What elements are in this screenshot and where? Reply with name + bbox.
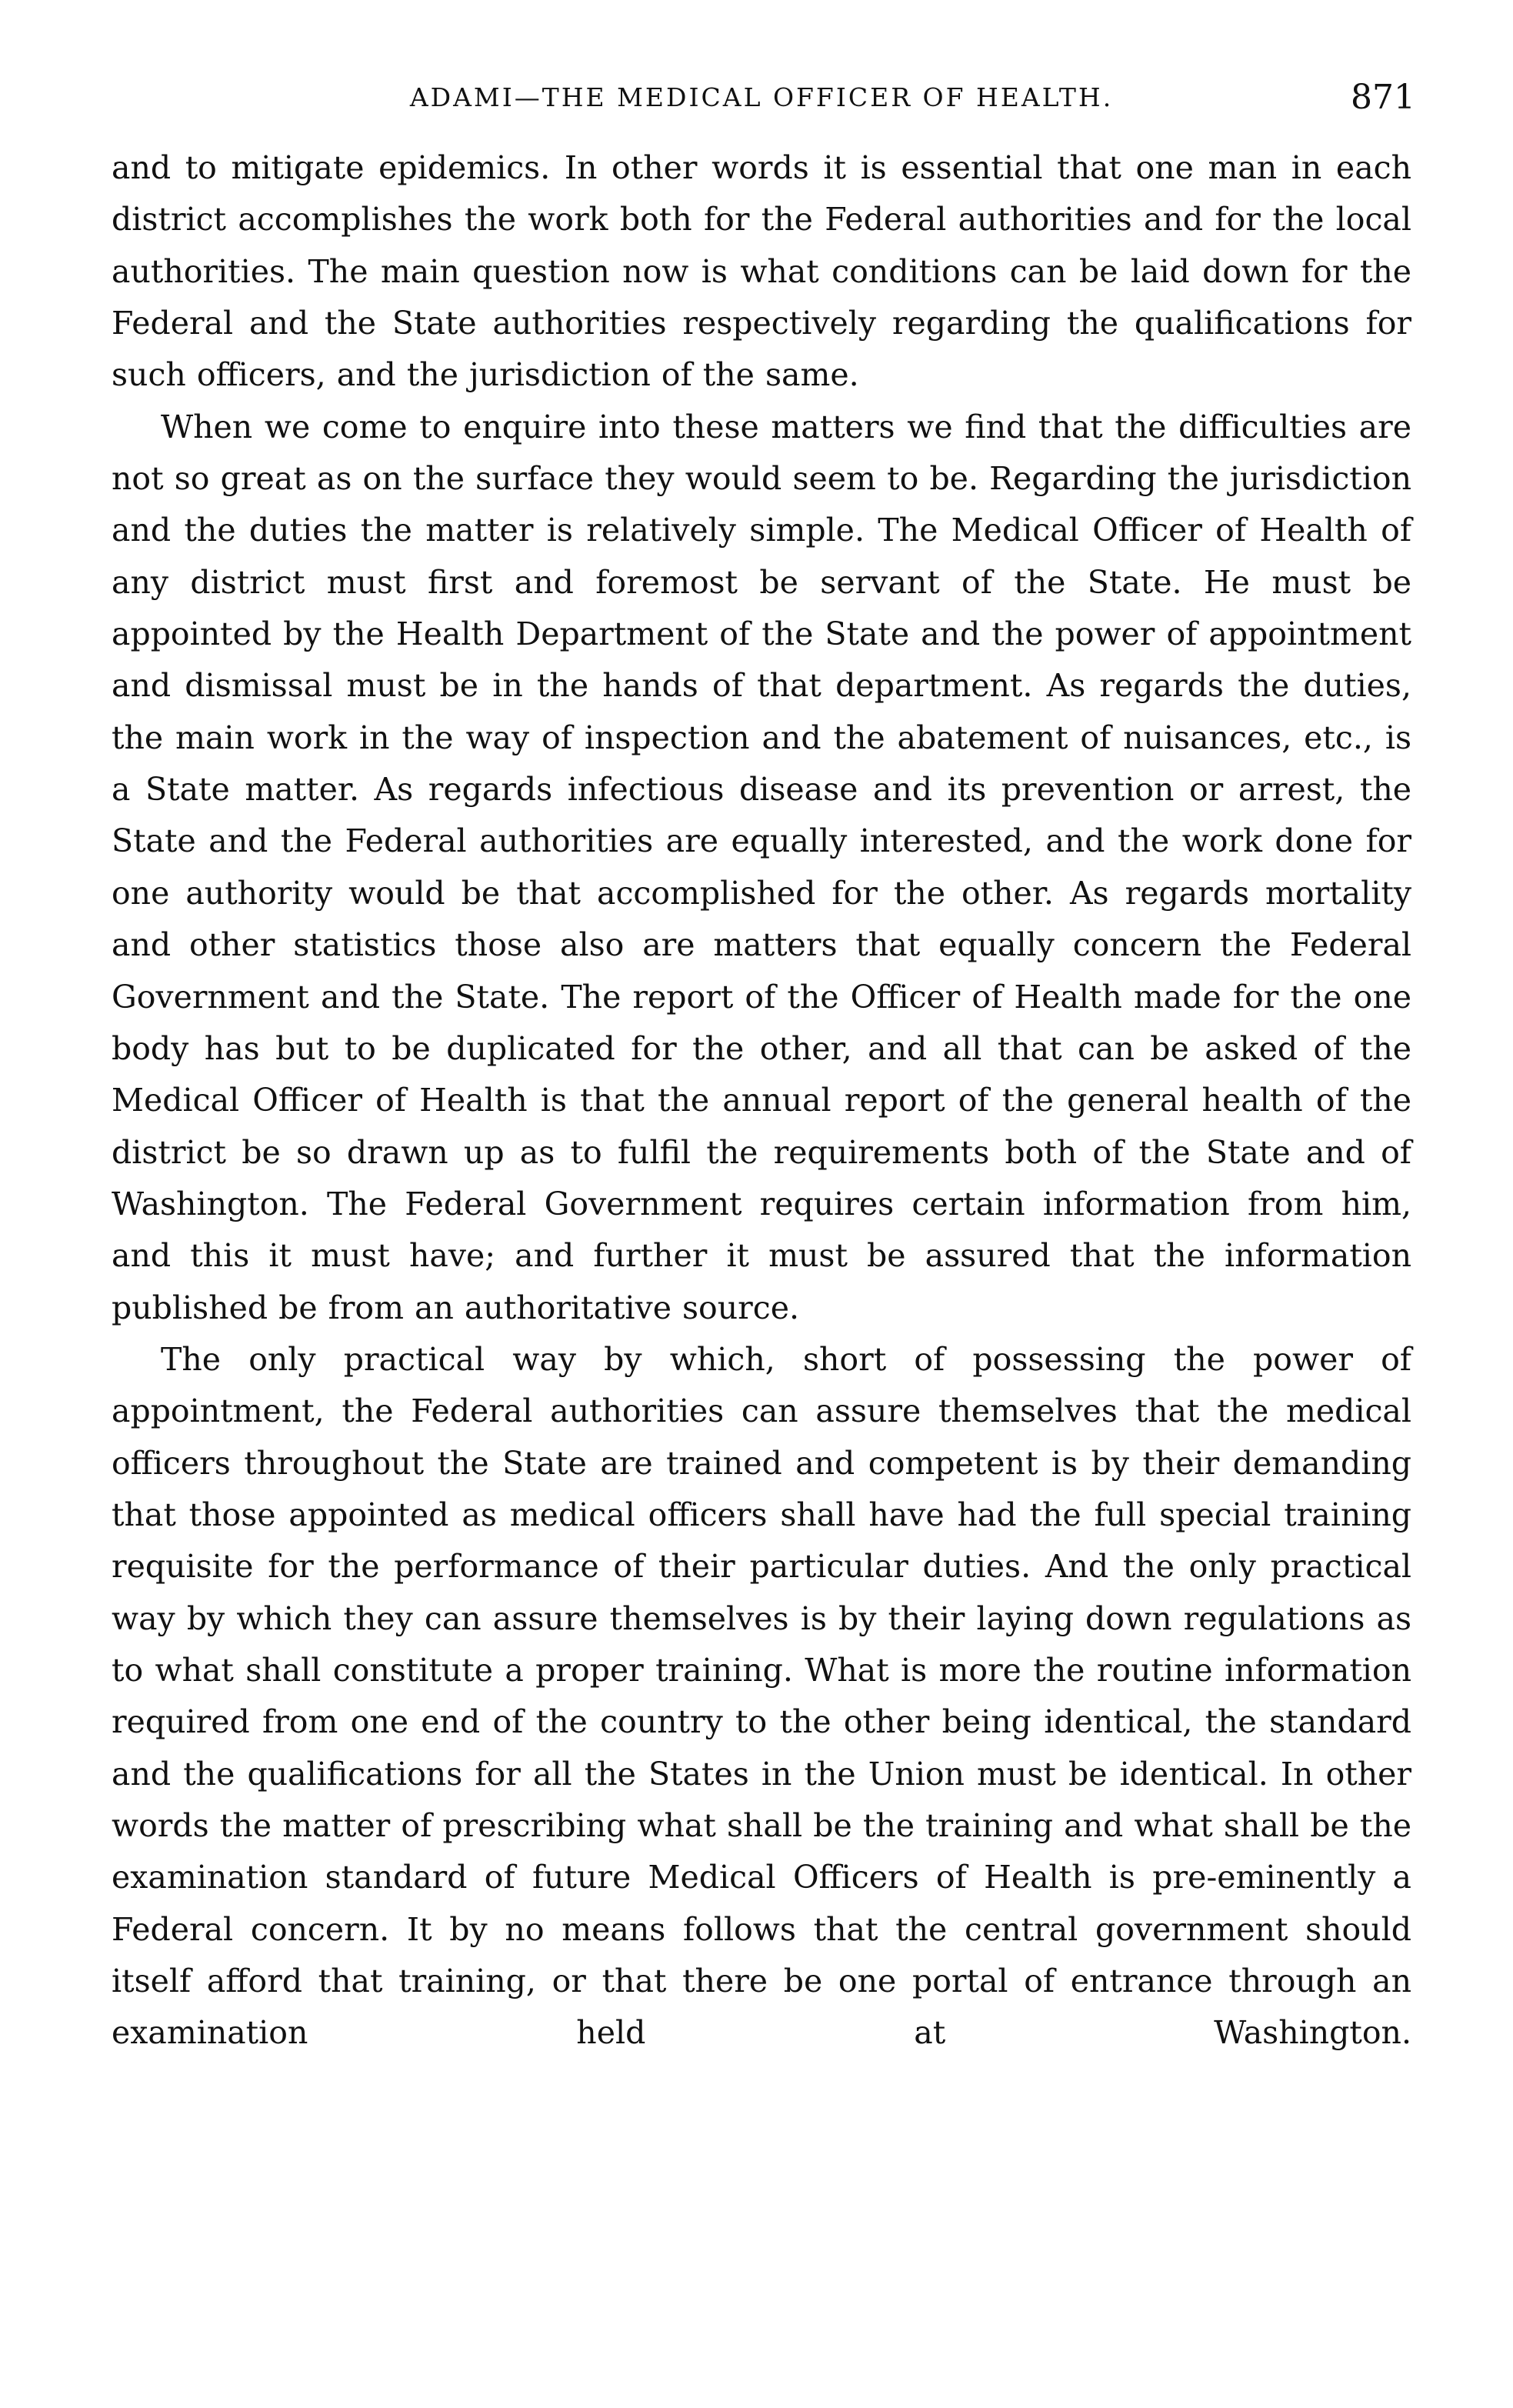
running-head bbox=[108, 71, 1415, 125]
paragraph-3: The only practical way by which, short of possessing the power of appointment, the Federal authorities can assure themselves that the medical officers throughout the State are trained and competent is by their demanding that those appointed as medical officers shall have had the full special training requisite for the performance of their particular duties. And the only practical way by which they can assure themselves is by their laying down regulations as to what shall constitute a proper training. What is more the routine information required from one end of the country to the other being identical, the standard and the qualifications for all the States in the Union must be identical. In other words the matter of prescribing what shall be the training and what shall be the examination standard of future Medical Officers of Health is pre-eminently a Federal concern. It by no means follows that the central government should itself afford that training, or that there be one portal of entrance through an examination held at Washington. bbox=[112, 1340, 1411, 2052]
paragraph-2: When we come to enquire into these matters we find that the difficulties are not so great as on the surface they would seem to be. Regarding the jurisdiction and the duties the matter is relatively simple. The Medical Officer of Health of any district must first and foremost be servant of the State. He must be appointed by the Health Department of the State and the power of appointment and dismissal must be in the hands of that department. As regards the duties, the main work in the way of inspection and the abatement of nuisances, etc., is a State matter. As regards infectious disease and its prevention or arrest, the State and the Federal authorities are equally interested, and the work done for one authority would be that accomplished for the other. As regards mortality and other statistics those also are matters that equally concern the Federal Government and the State. The report of the Officer of Health made for the one body has but to be duplicated for the other, and all that can be asked of the Medical Officer of Health is that the annual report of the general health of the district be so drawn up as to fulfil the requirements both of the State and of Washington. The Federal Government requires certain information from him, and this it must have; and further it must be assured that the information published be from an authoritative source. bbox=[112, 408, 1411, 1326]
page-number: 871 bbox=[1351, 78, 1415, 117]
body-text bbox=[112, 142, 1411, 2059]
paragraph-1: and to mitigate epidemics. In other words it is essential that one man in each district accomplishes the work both for the Federal authorities and for the local authorities. The main question now is what conditions can be laid down for the Federal and the State authorities respectively regarding the qualifications for such officers, and the jurisdiction of the same. bbox=[112, 149, 1411, 394]
running-title: ADAMI—THE MEDICAL OFFICER OF HEALTH. bbox=[409, 82, 1114, 112]
